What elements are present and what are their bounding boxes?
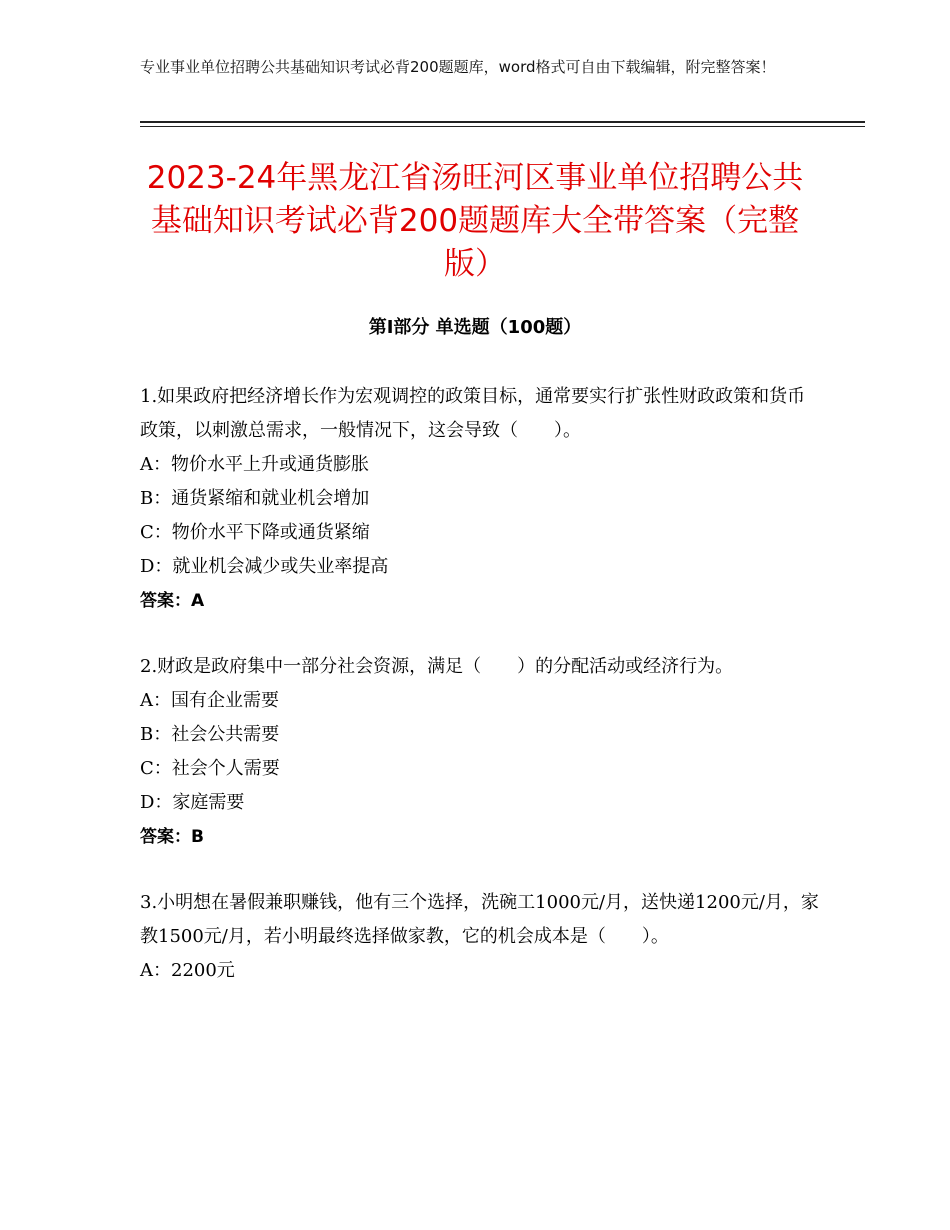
section-heading: 第Ⅰ部分 单选题（100题） — [368, 317, 582, 338]
header-rule-thick — [140, 121, 865, 123]
header-note: 专业事业单位招聘公共基础知识考试必背200题题库，word格式可自由下载编辑，附完整答案！ — [140, 58, 776, 76]
header-rule-thin — [140, 126, 865, 127]
option-b: B：通货紧缩和就业机会增加 — [140, 488, 370, 509]
option-d: D：家庭需要 — [140, 792, 245, 813]
option-d: D：就业机会减少或失业率提高 — [140, 556, 389, 577]
question-stem: 3.小明想在暑假兼职赚钱，他有三个选择，洗碗工1000元/月，送快递1200元/月，家教1500元/月，若小明最终选择做家教，它的机会成本是（ ）。 — [140, 892, 819, 947]
option-a: A：物价水平上升或通货膨胀 — [140, 454, 369, 475]
question-stem: 1.如果政府把经济增长作为宏观调控的政策目标，通常要实行扩张性财政政策和货币政策，以刺激总需求，一般情况下，这会导致（ ）。 — [140, 386, 806, 441]
answer: 答案：B — [140, 827, 204, 847]
option-b: B：社会公共需要 — [140, 724, 280, 745]
option-a: A：国有企业需要 — [140, 690, 279, 711]
option-c: C：物价水平下降或通货紧缩 — [140, 522, 370, 543]
document-title: 2023-24年黑龙江省汤旺河区事业单位招聘公共基础知识考试必背200题题库大全带答案（完整版） — [146, 160, 804, 282]
question-1 — [140, 380, 820, 618]
question-3 — [140, 886, 820, 988]
option-c: C：社会个人需要 — [140, 758, 280, 779]
option-a: A：2200元 — [140, 960, 235, 981]
question-2 — [140, 650, 820, 854]
answer: 答案：A — [140, 591, 205, 611]
question-list — [140, 380, 820, 1020]
question-stem: 2.财政是政府集中一部分社会资源，满足（ ）的分配活动或经济行为。 — [140, 656, 734, 677]
